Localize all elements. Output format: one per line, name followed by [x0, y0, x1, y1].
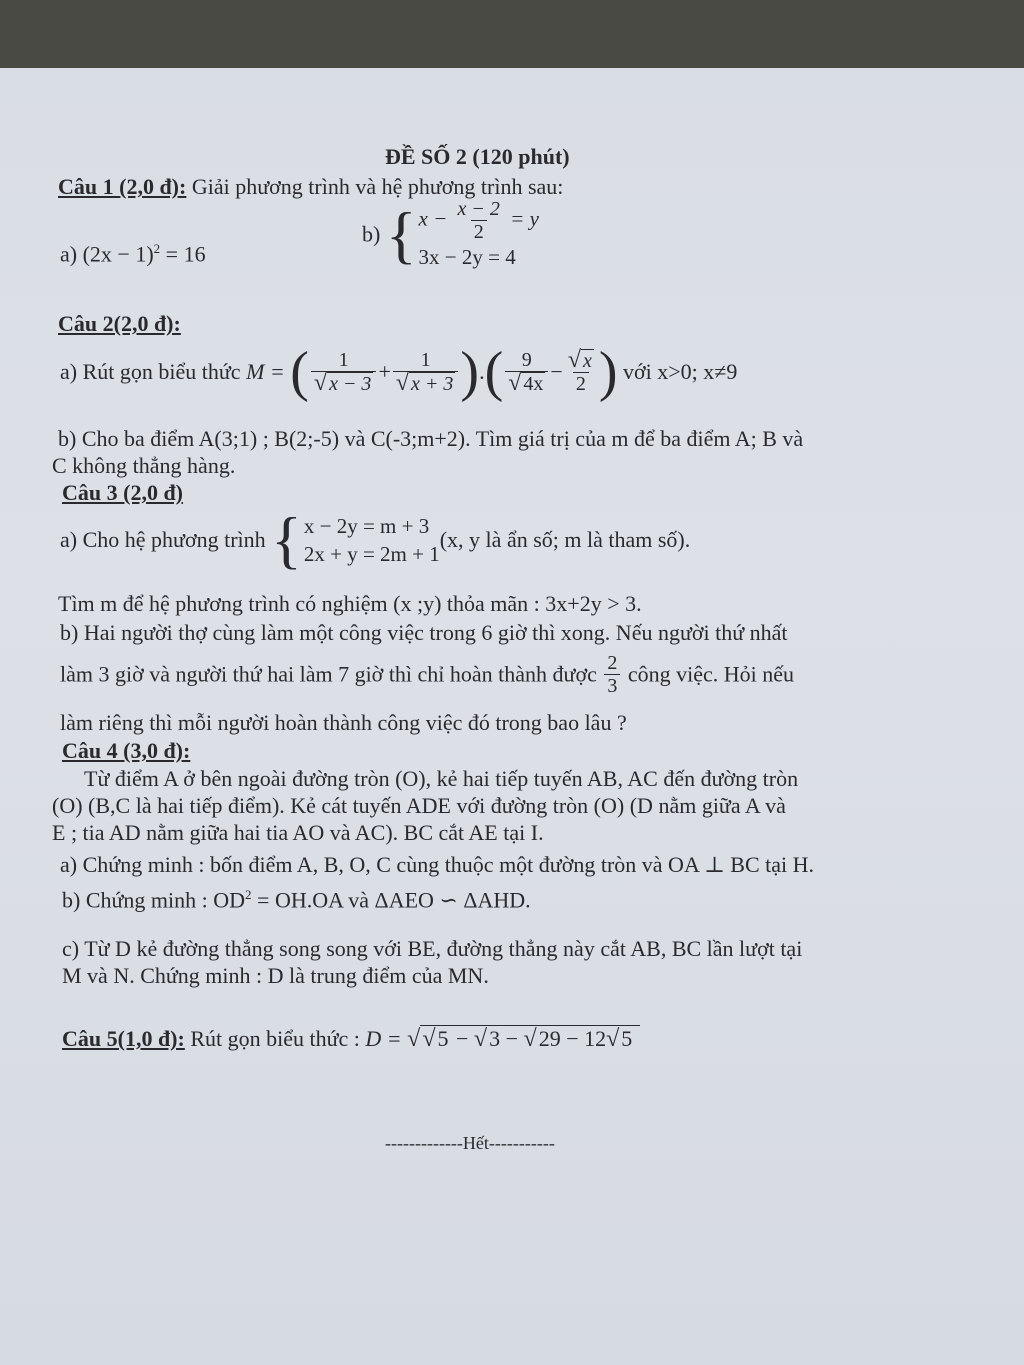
q5-text: Rút gọn biểu thức : — [184, 1026, 366, 1051]
q5-inner-root: 29 − 12√5 — [537, 1025, 637, 1051]
q3-b-line2: làm 3 giờ và người thứ hai làm 7 giờ thì chỉ hoàn thành được $\frac{2}{3}$ công việc. Hỏi nếu — [60, 652, 795, 697]
q1-b-system — [419, 198, 539, 271]
q2-heading: Câu 2(2,0 đ): — [58, 311, 181, 336]
q4-part-b: b) Chứng minh : $OD^2 = OH.OA$ và ΔAEO ∽ ΔAHD. — [62, 887, 531, 913]
q3-heading: Câu 3 (2,0 đ) — [62, 480, 184, 505]
q2-a-text: a) Rút gọn biểu thức — [60, 359, 247, 384]
q2-a-M: M = — [246, 359, 291, 384]
q3-find: Tìm m để hệ phương trình có nghiệm (x ;y) thỏa mãn : 3x+2y > 3. — [58, 591, 642, 616]
q5-middle-root: 3 − √29 − 12√5 — [487, 1025, 638, 1051]
q2-fraction-2: $\frac{1}{√ x + 3}$ — [393, 349, 459, 395]
q2-fraction-4: $\frac{√ x}{2}$ — [567, 347, 592, 395]
q2-fraction-1: $\frac{1}{√ x - 3}$ — [311, 349, 377, 395]
q5-heading: Câu 5(1,0 đ): — [62, 1026, 185, 1051]
q3-a-system — [304, 512, 440, 568]
q1-b-brace: { — [385, 198, 417, 270]
q2-b-line1: b) Cho ba điểm A(3;1) ; B(2;-5) và C(-3;m+2). Tìm giá trị của m để ba điểm A; B và — [58, 426, 804, 451]
q4-line2: (O) (B,C là hai tiếp điểm). Kẻ cát tuyến ADE với đường tròn (O) (D nằm giữa A và — [52, 793, 786, 818]
q5-outer-root: √5 − √3 − √29 − 12√5 — [420, 1025, 640, 1051]
q1-header — [58, 174, 563, 200]
exam-paper — [0, 68, 1024, 1365]
q4-line3: E ; tia AD nằm giữa hai tia AO và AC). BC cắt AE tại I. — [52, 820, 544, 845]
q3-part-a — [60, 504, 691, 588]
q2-b-line2: C không thẳng hàng. — [52, 453, 236, 478]
q5-D: D = — [365, 1026, 408, 1051]
q2-fraction-3: $\frac{9}{√ 4x}$ — [505, 349, 548, 395]
q3-a-brace: { — [271, 504, 302, 575]
q1-part-a — [60, 236, 206, 267]
q3-a-row2: 2x + y = 2m + 1 — [303, 542, 440, 566]
q1-heading: Câu 1 (2,0 đ): — [58, 174, 187, 199]
q4-part-a: a) Chứng minh : bốn điểm A, B, O, C cùng thuộc một đường tròn và OA ⊥ BC tại H. — [60, 852, 815, 877]
q1-b-label: b) — [362, 221, 381, 247]
q1-intro: Giải phương trình và hệ phương trình sau: — [186, 174, 564, 199]
q1-a-exponent: 2 — [153, 241, 161, 256]
q1-a-expr: (2x − 1) — [82, 241, 154, 267]
footer-end: -------------Hết----------- — [385, 1133, 555, 1153]
q1-b-fraction: $\frac{x - 2}{2}$ — [457, 198, 500, 243]
q1-b-row1: x − $\frac{x - 2}{2}$ = y — [418, 198, 539, 243]
q2-part-a: a) Rút gọn biểu thức M = ( $\frac{1}{√ x - 3}$ + $\frac{1}{√ x + 3}$ ).( $\frac{9}{√ 4x}$ − $\frac{√ x}{2}$ ) với x>0; x≠9 — [60, 341, 738, 403]
q3-a-row1: x − 2y = m + 3 — [303, 514, 430, 538]
q4-part-c-line2: M và N. Chứng minh : D là trung điểm của MN. — [62, 963, 489, 988]
q3-b-line1: b) Hai người thợ cùng làm một công việc trong 6 giờ thì xong. Nếu người thứ nhất — [60, 620, 788, 645]
q3-b-fraction: $\frac{2}{3}$ — [604, 652, 620, 697]
q2-a-condition: với x>0; x≠9 — [617, 359, 738, 384]
q1-a-rhs: = 16 — [160, 241, 206, 267]
q4-part-c-line1: c) Từ D kẻ đường thẳng song song với BE, đường thẳng này cắt AB, BC lần lượt tại — [62, 936, 803, 961]
q3-a-text: a) Cho hệ phương trình — [60, 527, 272, 552]
q1-a-label: a) — [60, 241, 78, 267]
q4-line1: Từ điểm A ở bên ngoài đường tròn (O), kẻ hai tiếp tuyến AB, AC đến đường tròn — [84, 766, 799, 791]
q1-part-b — [362, 198, 539, 308]
q3-a-note: (x, y là ẩn số; m là tham số). — [439, 527, 691, 552]
exam-title: ĐỀ SỐ 2 (120 phút) — [385, 144, 570, 169]
q1-b-row2: 3x − 2y = 4 — [418, 245, 516, 269]
q5: Câu 5(1,0 đ): Rút gọn biểu thức : D = √√5 − √3 − √29 − 12√5 — [62, 1026, 640, 1066]
q3-b-line3: làm riêng thì mỗi người hoàn thành công việc đó trong bao lâu ? — [60, 710, 627, 735]
q4-heading: Câu 4 (3,0 đ): — [62, 738, 191, 763]
